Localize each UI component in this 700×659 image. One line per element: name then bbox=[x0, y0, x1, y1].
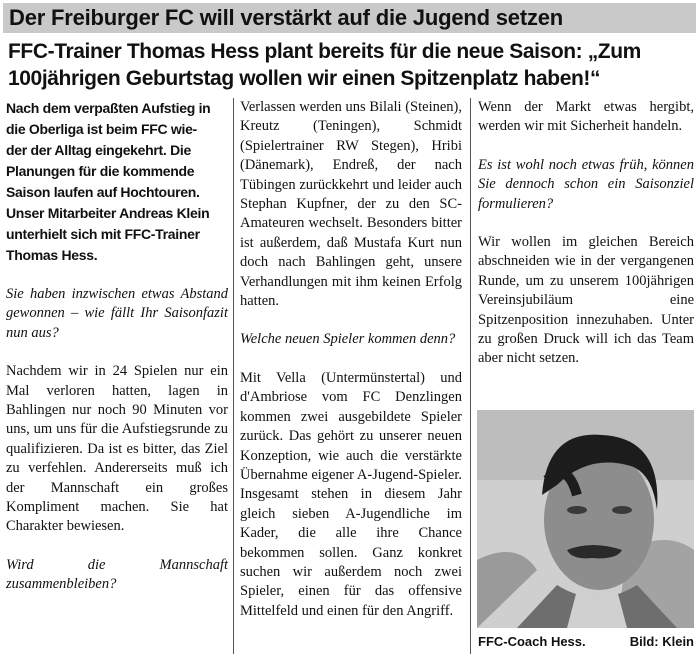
caption-text: FFC-Coach Hess. bbox=[478, 634, 586, 649]
intro-line: die Oberliga ist beim FFC wie- bbox=[6, 121, 197, 137]
intro-line: Unser Mitarbeiter Andreas Klein bbox=[6, 205, 210, 221]
intro-line: der der Alltag eingekehrt. Die bbox=[6, 142, 191, 158]
column-3 bbox=[478, 98, 694, 369]
intro-paragraph bbox=[6, 98, 228, 266]
intro-line: unterhielt sich mit FFC-Trainer bbox=[6, 226, 200, 242]
column-1 bbox=[6, 98, 228, 595]
coach-photo bbox=[477, 410, 694, 628]
photo-credit: Bild: Klein bbox=[629, 634, 694, 649]
answer-3: Mit Vella (Untermünstertal) und d'Ambriose vom FC Denzlingen kommen zwei ausgebildete Spieler zurück. Das gehört zu unserer neuen Konzeption, wie auch die verstärkte Übernahme eigener A-Jugend-Spieler. Insgesamt stehen in diesem Jahr gleich sieben A-Jugendliche im Kader, die alle ihre Chance bekommen sollen. Ganz konkret suchen wir außerdem noch zwei Spieler, einen für das offensive Mittelfeld und einen für den Angriff. bbox=[240, 369, 462, 619]
question-3: Welche neuen Spieler kommen denn? bbox=[240, 331, 456, 348]
question-4: Es ist wohl noch etwas früh, können Sie dennoch schon ein Saisonziel formulieren? bbox=[478, 156, 694, 212]
headline-line-1: FFC-Trainer Thomas Hess plant bereits für die neue Saison: „Zum bbox=[8, 40, 641, 63]
column-divider bbox=[470, 98, 471, 654]
intro-line: Planungen für die kommende bbox=[6, 163, 195, 179]
answer-1: Nachdem wir in 24 Spielen nur ein Mal verloren hatten, lagen in Bahlingen nur noch 90 Minuten vor uns, um uns für die Aufstiegsrunde zu qualifizieren. Da ist es bitter, das Ziel zu verfehlen. Andererseits muß ich der Mannschaft ein großes Kompliment machen. Sie hat Charakter bewiesen. bbox=[6, 363, 228, 535]
answer-3-continued: Wenn der Markt etwas hergibt, werden wir mit Sicherheit handeln. bbox=[478, 99, 694, 135]
intro-line: Thomas Hess. bbox=[6, 247, 98, 263]
question-2: Wird die Mannschaft zusammenbleiben? bbox=[6, 556, 228, 593]
answer-4: Wir wollen im gleichen Bereich abschneiden wie in der vergangenen Runde, um zu unserem 100jährigen Vereinsjubiläum eine Spitzenposition innezuhaben. Unter zu großen Druck will ich das Team aber nicht setzen. bbox=[478, 234, 694, 367]
question-1: Sie haben inzwischen etwas Abstand gewonnen – wie fällt Ihr Saisonfazit nun aus? bbox=[6, 286, 228, 341]
photo-caption bbox=[478, 634, 694, 649]
headline-line-2: 100jährigen Geburtstag wollen wir einen Spitzenplatz haben!“ bbox=[8, 67, 601, 90]
intro-line: Saison laufen auf Hochtouren. bbox=[6, 184, 200, 200]
answer-2: Verlassen werden uns Bilali (Steinen), Kreutz (Teningen), Schmidt (Spielertrainer RW Stegen), Hribi (Dänemark), Endreß, der nach Tübingen zurückkehrt und leider auch Stephan Kupfner, der zu den SC-Amateuren wechselt. Besonders bitter ist außerdem, daß Mustafa Kurt nun doch nach Bahlingen geht, unsere Verhandlungen mit ihm keinen Erfolg hatten. bbox=[240, 99, 462, 310]
column-2 bbox=[240, 98, 462, 621]
portrait-image bbox=[477, 410, 694, 628]
kicker-headline: Der Freiburger FC will verstärkt auf die Jugend setzen bbox=[3, 3, 696, 33]
column-divider bbox=[233, 98, 234, 654]
intro-line: Nach dem verpaßten Aufstieg in bbox=[6, 100, 211, 116]
main-headline bbox=[8, 38, 696, 92]
